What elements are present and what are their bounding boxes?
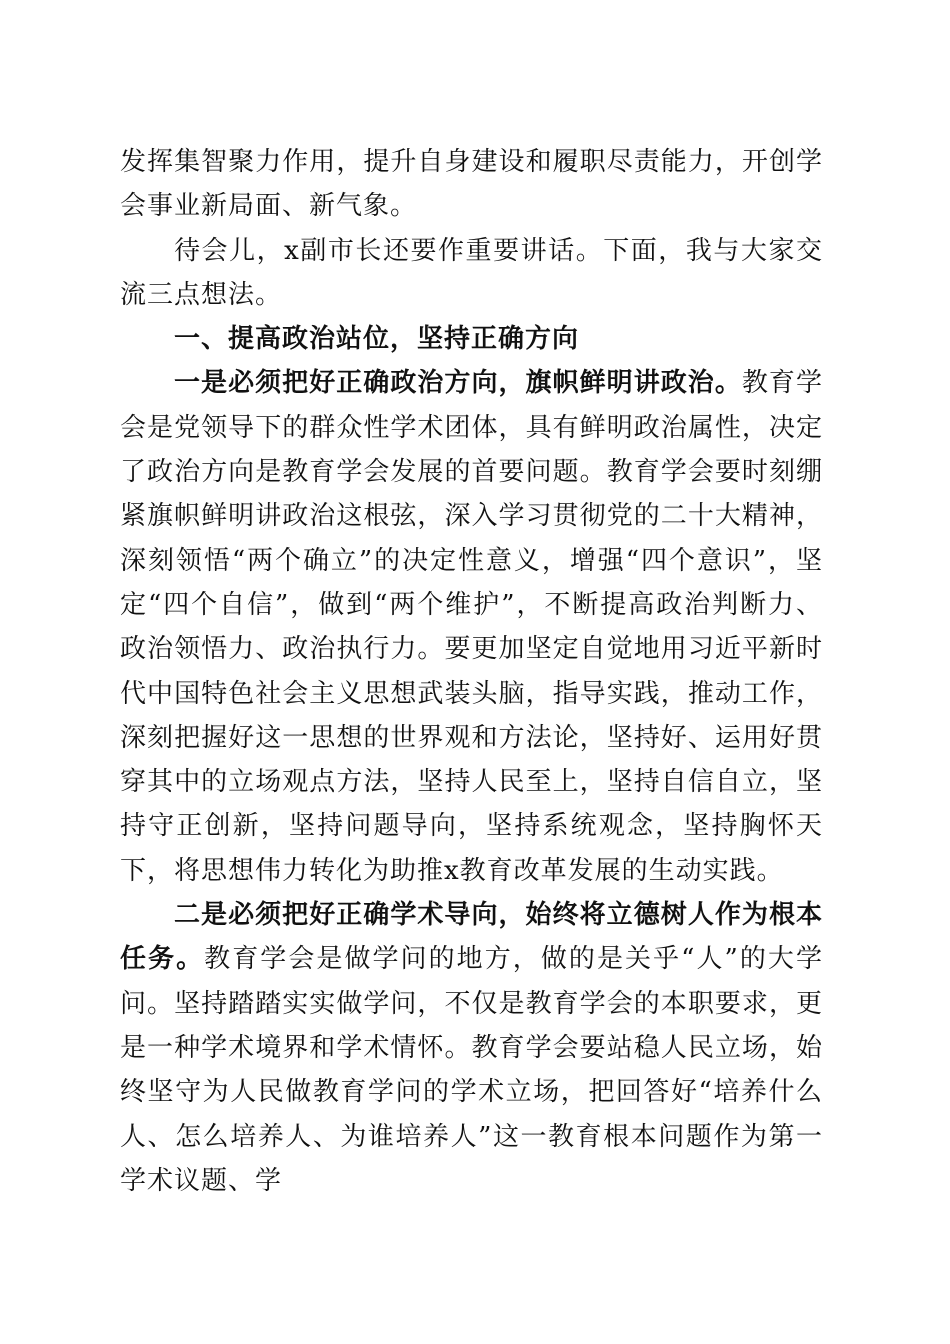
paragraph-continuation: 发挥集智聚力作用，提升自身建设和履职尽责能力，开创学会事业新局面、新气象。 <box>120 147 823 222</box>
document-body <box>120 140 823 1203</box>
paragraph-intro: 待会儿，x副市长还要作重要讲话。下面，我与大家交流三点想法。 <box>120 235 823 310</box>
paragraph-point-2 <box>120 893 823 1203</box>
point-1-body: 教育学会是党领导下的群众性学术团体，具有鲜明政治属性，决定了政治方向是教育学会发展的首要问题。教育学会要时刻绷紧旗帜鲜明讲政治这根弦，深入学习贯彻党的二十大精神，深刻领悟“两个确立”的决定性意义，增强“四个意识”，坚定“四个自信”，做到“两个维护”，不断提高政治判断力、政治领悟力、政治执行力。要更加坚定自觉地用习近平新时代中国特色社会主义思想武装头脑，指导实践，推动工作，深刻把握好这一思想的世界观和方法论，坚持好、运用好贯穿其中的立场观点方法，坚持人民至上，坚持自信自立，坚持守正创新，坚持问题导向，坚持系统观念，坚持胸怀天下，将思想伟力转化为助推x教育改革发展的生动实践。 <box>120 368 823 886</box>
paragraph-point-1 <box>120 361 823 893</box>
section-heading: 一、提高政治站位，坚持正确方向 <box>174 324 580 355</box>
point-1-lead: 一是必须把好正确政治方向，旗帜鲜明讲政治。 <box>174 368 742 399</box>
point-2-lead: 二是必须把好正确学术导向，始终将立德树人作为根本任务。 <box>120 900 823 975</box>
point-2-body: 教育学会是做学问的地方，做的是关乎“人”的大学问。坚持踏踏实实做学问，不仅是教育学会的本职要求，更是一种学术境界和学术情怀。教育学会要站稳人民立场，始终坚守为人民做教育学问的学术立场，把回答好“培养什么人、怎么培养人、为谁培养人”这一教育根本问题作为第一学术议题、学 <box>120 944 823 1196</box>
